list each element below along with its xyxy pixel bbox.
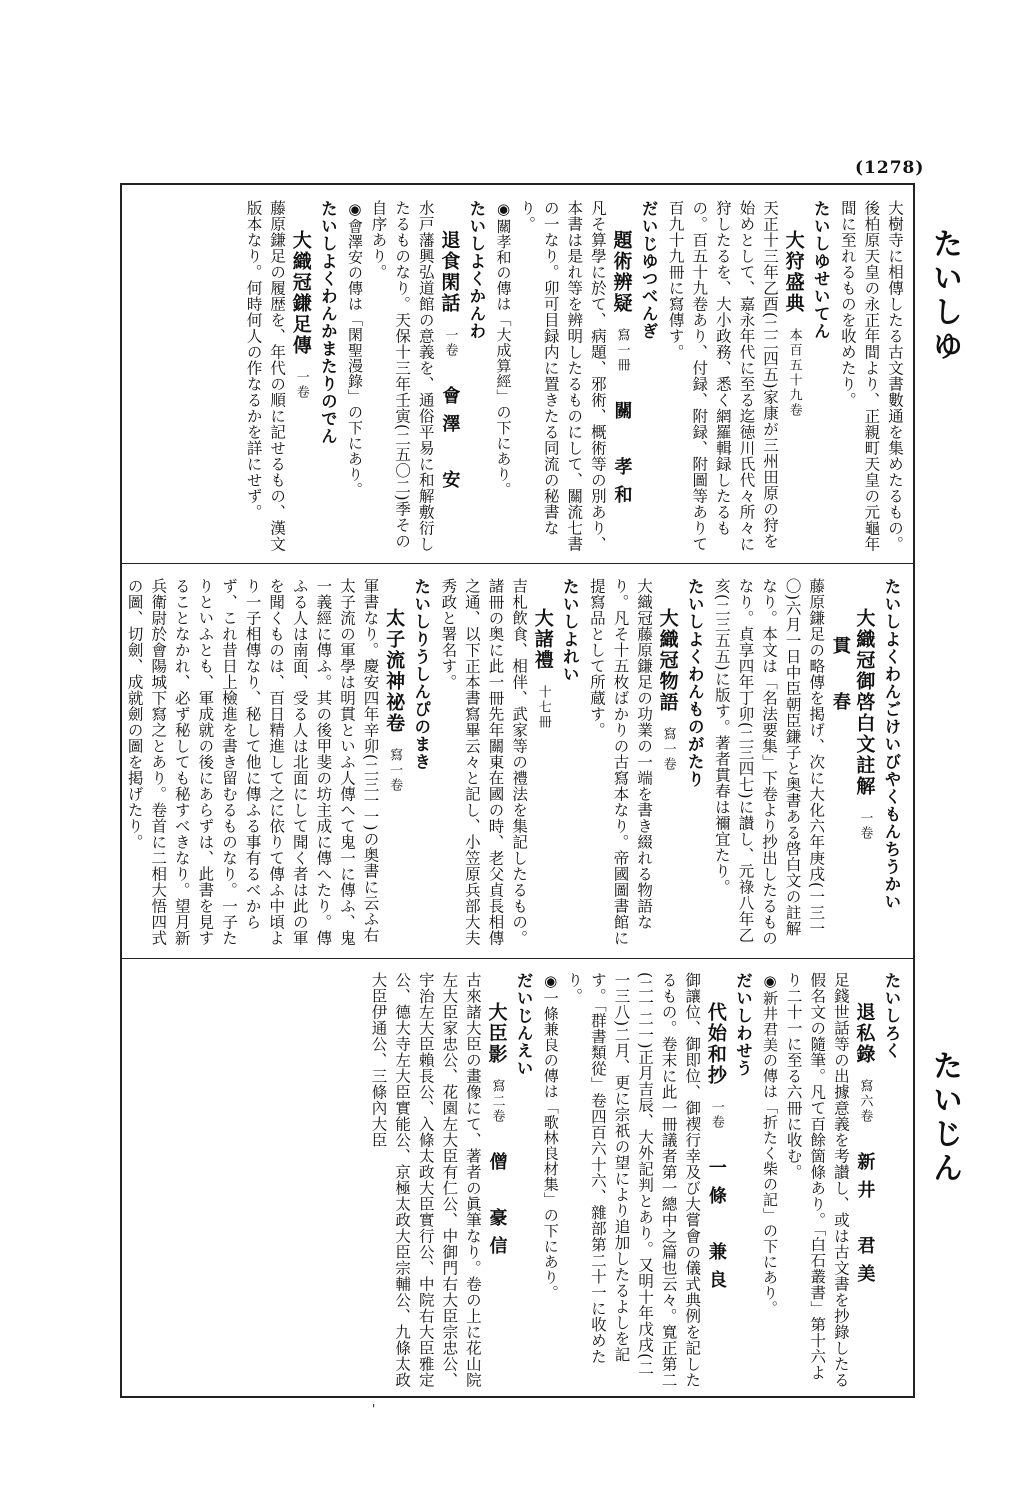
entry-title-line [852, 972, 877, 1390]
entry-title: 代始和抄 [704, 1002, 727, 1086]
entry-volume: 本百五十九卷 [786, 328, 802, 418]
entry-author: 新井 君美 [854, 1152, 876, 1292]
entry-volume: 寫一卷 [387, 748, 403, 793]
entry-note: ◉新井君美の傳は「折たく柴の記」の下にあり。 [761, 972, 780, 1316]
entry-note: ◉關孝和の傳は「大成算經」の下にあり。 [494, 200, 513, 498]
entry-body: 凡そ算學に於て、病題、邪術、概術等の別あり、本書は是れ等を辨明したるものにして、關流七書の一なり。卯可目録内に置きたる同流の秘書なり。 [518, 200, 607, 552]
entry-body: 水戸藩興弘道館の意義を、通俗平易に和解敷衍したるものなり。天保十三年壬寅(二五〇二)季その自序あり。 [369, 200, 435, 552]
entry-title-line [437, 200, 462, 555]
entry-volume: 一卷 [293, 370, 309, 400]
entry-title: 退私錄 [853, 1002, 876, 1065]
entry-body: 天正十三年乙酉(二二四五)家康が三州田原の狩を始めとして、嘉永年代に至る迄徳川氏代々所々に狩したるを、大小政務、悉く網羅輯録したるもの。百五十九卷あり、付録、附録、附圖等ありて百九十九冊に寫傳す。 [666, 200, 780, 552]
entry-title: 大諸禮 [531, 608, 554, 671]
entry-title-line [655, 578, 680, 950]
entry-title-line [288, 200, 313, 555]
entry-volume: 一卷 [857, 811, 873, 841]
entry-body: 大樹寺に相傳したる古文書數通を集めたるもの。 [886, 200, 904, 552]
entry-body: 足錢世話等の出據意義を考讃し、或は古文書を抄錄したる假名文の隨筆。凡て百餘箇條あり。「白石叢書」第十六より二十一に至る六冊に收む。 [784, 972, 850, 1388]
entry-volume: 一卷 [442, 328, 458, 358]
side-heading-top: たいしゆ [927, 228, 962, 364]
entry-reading: たいしろく [882, 972, 901, 1060]
entry-title-line [484, 972, 509, 1390]
entry-title: 大織冠御啓白文註解 [853, 608, 876, 797]
section-divider [120, 563, 915, 564]
entry-title-line [703, 972, 728, 1390]
entry-title-line [382, 578, 407, 950]
entry-body: 古來諸大臣の畫像にて、著者の眞筆なり。卷の上に花山院左大臣家忠公、花園左大臣有仁公、中御門右大臣宗忠公、宇治左大臣賴長公、入條太政大臣實行公、中院右大臣雅定公、德大寺左大臣實能公、京極太政大臣宗輔公、九條太政大臣伊通公、三條內大臣 [369, 972, 482, 1388]
entry-title-line [609, 200, 634, 555]
bottom-mark: ' [372, 1402, 376, 1416]
entry-author: 會澤 安 [439, 386, 461, 498]
entry-body: 藤原鎌足の略傳を掲げ、次に大化六年庚戌(一三一〇)六月一日中臣朝臣鎌子と奥書ある啓白文の註解なり。本文は「名法要集」下卷より抄出したるものなり。貞享四年丁卯(二三四七)に讃し、元祿八年乙亥(二三五五)に版す。著者貫春は禰宜たり。 [712, 578, 826, 946]
entry-reading: たいしよくわんごけいびやくもんちうかい [882, 578, 901, 911]
entry-author: 僧 豪信 [486, 1152, 508, 1264]
entry-title-line [530, 578, 555, 950]
side-heading-bottom: たいじん [927, 1050, 962, 1186]
entry-reading: たいしりうしんぴのまき [411, 578, 431, 771]
entry-note: ◉會澤安の傳は「閑聖漫錄」の下にあり。 [345, 200, 364, 498]
entry-reading: たいしゆせいてん [811, 200, 831, 340]
entry-reading: だいじんえい [514, 972, 534, 1077]
entry-title: 題術辨疑 [610, 230, 633, 314]
entry-body: 吉札飲食、相伴、武家等の禮法を集記したるもの。諸冊の奥に此一冊先年關東在國の時、老父貞長相傳之通、以下正本書寫畢云々と記し、小笠原兵部大夫秀政と署名す。 [439, 578, 529, 946]
entry-reading: たいしよれい [560, 578, 580, 683]
entry-reading: だいしわせう [733, 972, 753, 1077]
entry-volume: 寫一冊 [614, 328, 630, 373]
entry-body: 大織冠藤原鎌足の功業の一端を書き綴れる物語なり。凡そ十五枚ばかりの古寫本なり。帝國圖書館に提寫品として所蔵す。 [587, 578, 654, 946]
entry-reading: たいしよくわんかまたりのでん [318, 200, 338, 445]
entry-title-line [781, 200, 806, 555]
entry-author: 關 孝和 [611, 401, 633, 513]
entry-title: 太子流神祕卷 [383, 608, 406, 734]
entry-volume: 寫六卷 [857, 1079, 873, 1124]
entry-volume: 寫二卷 [489, 1079, 505, 1124]
entry-body: 藤原鎌足の履歴を、年代の順に記せるもの、漢文版本なり。何時何人の作なるかを詳にせず。 [244, 200, 287, 552]
entry-body: 後柏原天皇の永正年間より、正親町天皇の元龜年間に至れるものを收めたり。 [838, 200, 881, 552]
entry-title: 大織冠物語 [656, 608, 679, 713]
entry-author: 貫 春 [829, 636, 851, 720]
entry-body: 御讓位、御即位、御禊行幸及び大嘗會の儀式典例を記したるもの。卷末に此一冊議者第一總中之篇也云々。寬正第二(二一二一)正月吉辰、大外記判とあり。又明十年戊戌(二一三八)二月、更に宗祇の望により追加したるよしを記す。「群書類從」卷四百六十六、雜部第二十一に收めたり。 [565, 972, 702, 1388]
page-number: (1278) [855, 158, 925, 178]
entry-reading: たいしよくかんわ [466, 200, 486, 340]
entry-title: 大狩盛典 [782, 230, 805, 314]
entry-body: 軍書なり。慶安四年辛卯(二三一一)の奥書に云ふ右太子流の軍學は明貫といふ人傳へて鬼一に傳ふ、鬼一義經に傳ふ。其の後甲斐の坊主成に傳へたり。傳ふる人は南面、受る人は北面にして聞く者は此の軍を聞くものは、百日精進して之に依りて傳ふ中頃より一子相傳なり、秘して他に傳ふる事有るべからず、これ昔日上檢進を書き留むるものなり。一子たりといふとも、軍成就の後にあらずは、此書を見することなかれ、必ず秘しても秘すべきなり。望月新兵衛尉於會陽城下寫之とあり。卷首に二相大悟四式の圖、切劍、成就劍の圖を掲げたり。 [125, 578, 380, 946]
entry-note: ◉一條兼良の傳は「歌林良材集」の下にあり。 [541, 972, 560, 1301]
entry-title: 退食閑話 [438, 230, 461, 314]
entry-title-line [827, 578, 876, 950]
section-middle [125, 578, 906, 950]
section-bottom [128, 972, 906, 1390]
entry-title: 大織冠鎌足傳 [289, 230, 312, 356]
entry-volume: 十七冊 [535, 685, 551, 730]
entry-reading: たいしよくわんものがたり [685, 578, 705, 788]
entry-reading: だいじゆつべんぎ [639, 200, 659, 340]
entry-volume: 一卷 [708, 1100, 724, 1130]
section-top [128, 200, 906, 555]
entry-volume: 寫一卷 [660, 727, 676, 772]
entry-title: 大臣影 [485, 1002, 508, 1065]
entry-author: 一條 兼良 [705, 1158, 727, 1298]
section-divider [120, 958, 915, 959]
